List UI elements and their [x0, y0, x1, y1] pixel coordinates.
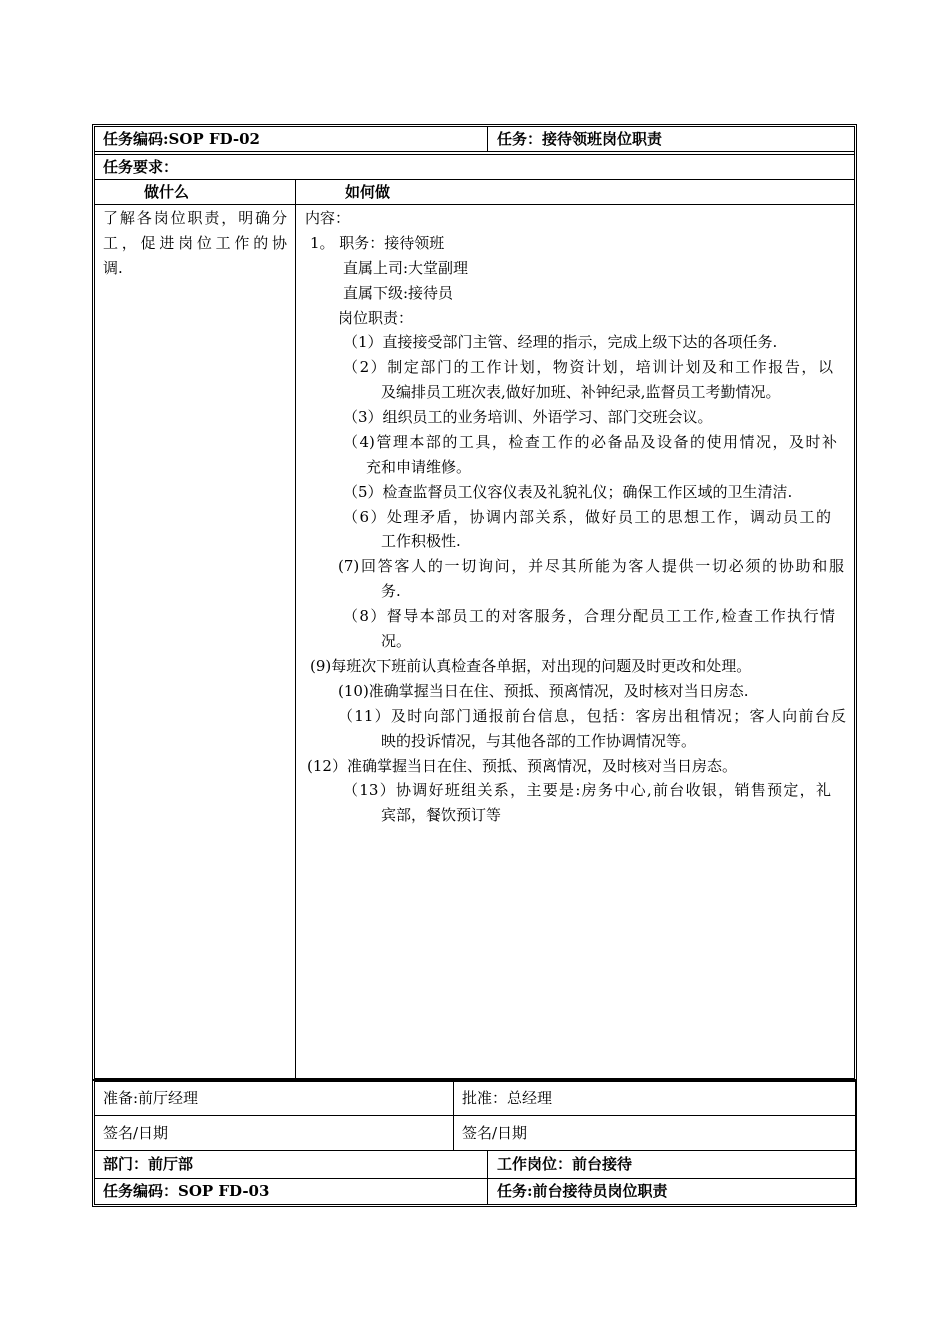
- prepared-by: 准备:前厅经理: [103, 1089, 199, 1107]
- content-line: 务.: [381, 582, 401, 600]
- rule: [487, 126, 488, 152]
- content-line: （11）及时向部门通报前台信息，包括：客房出租情况；客人向前台反: [338, 707, 846, 725]
- rule: [94, 151, 855, 152]
- content-line: （6）处理矛盾，协调内部关系，做好员工的思想工作，调动员工的: [343, 508, 831, 526]
- signature-date-left: 签名/日期: [103, 1124, 169, 1142]
- content-line: 岗位职责：: [338, 309, 414, 327]
- rule: [94, 1115, 855, 1116]
- content-line: （3）组织员工的业务培训、外语学习、部门交班会议。: [343, 408, 713, 426]
- rule: [855, 1081, 856, 1205]
- task-code: 任务编码:SOP FD-02: [103, 130, 260, 148]
- content-line: （2）制定部门的工作计划，物资计划，培训计划及和工作报告，以: [343, 358, 833, 376]
- rule: [94, 204, 855, 205]
- content-line: 及编排员工班次表,做好加班、补钟纪录,监督员工考勤情况。: [381, 383, 781, 401]
- signature-date-right: 签名/日期: [462, 1124, 528, 1142]
- department: 部门：前厅部: [103, 1155, 194, 1173]
- content-line: 直属下级:接待员: [343, 284, 454, 302]
- left-text-line: 了解各岗位职责，明确分: [103, 209, 287, 227]
- next-task-title: 任务:前台接待员岗位职责: [497, 1182, 668, 1200]
- content-line: (12）准确掌握当日在住、预抵、预离情况，及时核对当日房态。: [307, 757, 737, 775]
- content-line: 况。: [381, 632, 412, 650]
- left-text-line: 调.: [103, 259, 123, 277]
- content-line: 充和申请维修。: [366, 458, 472, 476]
- rule: [295, 179, 296, 1079]
- content-line: （5）检查监督员工仪容仪表及礼貌礼仪；确保工作区域的卫生清洁.: [343, 483, 793, 501]
- rule: [94, 1081, 95, 1205]
- approved-by: 批准：总经理: [462, 1089, 553, 1107]
- content-line: （8）督导本部员工的对客服务，合理分配员工工作,检查工作执行情: [343, 607, 835, 625]
- task-title: 任务：接待领班岗位职责: [497, 130, 663, 148]
- column-how: 如何做: [345, 183, 391, 201]
- content-line: 1。 职务：接待领班: [310, 234, 445, 252]
- rule: [94, 179, 855, 180]
- column-what: 做什么: [144, 183, 190, 201]
- rule: [94, 1204, 855, 1205]
- rule: [94, 1150, 855, 1151]
- rule: [453, 1081, 454, 1150]
- content-line: 宾部，餐饮预订等: [381, 806, 502, 824]
- rule: [94, 1081, 855, 1082]
- content-line: (7)回答客人的一切询问，并尽其所能为客人提供一切必须的协助和服: [338, 557, 844, 575]
- content-line: （13）协调好班组关系，主要是:房务中心,前台收银，销售预定，礼: [343, 781, 831, 799]
- left-text-line: 工，促进岗位工作的协: [103, 234, 287, 252]
- content-line: （1）直接接受部门主管、经理的指示，完成上级下达的各项任务.: [343, 333, 778, 351]
- task-table-inner: [94, 126, 855, 1079]
- content-line: 内容：: [305, 209, 351, 227]
- job-position: 工作岗位：前台接待: [497, 1155, 633, 1173]
- rule: [487, 1150, 488, 1205]
- rule: [94, 1178, 855, 1179]
- next-task-code: 任务编码：SOP FD-03: [103, 1182, 270, 1200]
- content-line: 工作积极性.: [381, 532, 461, 550]
- content-line: 直属上司:大堂副理: [343, 259, 469, 277]
- content-line: (9)每班次下班前认真检查各单据，对出现的问题及时更改和处理。: [310, 657, 752, 675]
- task-requirement-label: 任务要求：: [103, 158, 179, 176]
- rule: [94, 154, 855, 155]
- content-line: 映的投诉情况，与其他各部的工作协调情况等。: [381, 732, 697, 750]
- content-line: (10)准确掌握当日在住、预抵、预离情况，及时核对当日房态.: [338, 682, 749, 700]
- content-line: （4)管理本部的工具，检查工作的必备品及设备的使用情况，及时补: [343, 433, 837, 451]
